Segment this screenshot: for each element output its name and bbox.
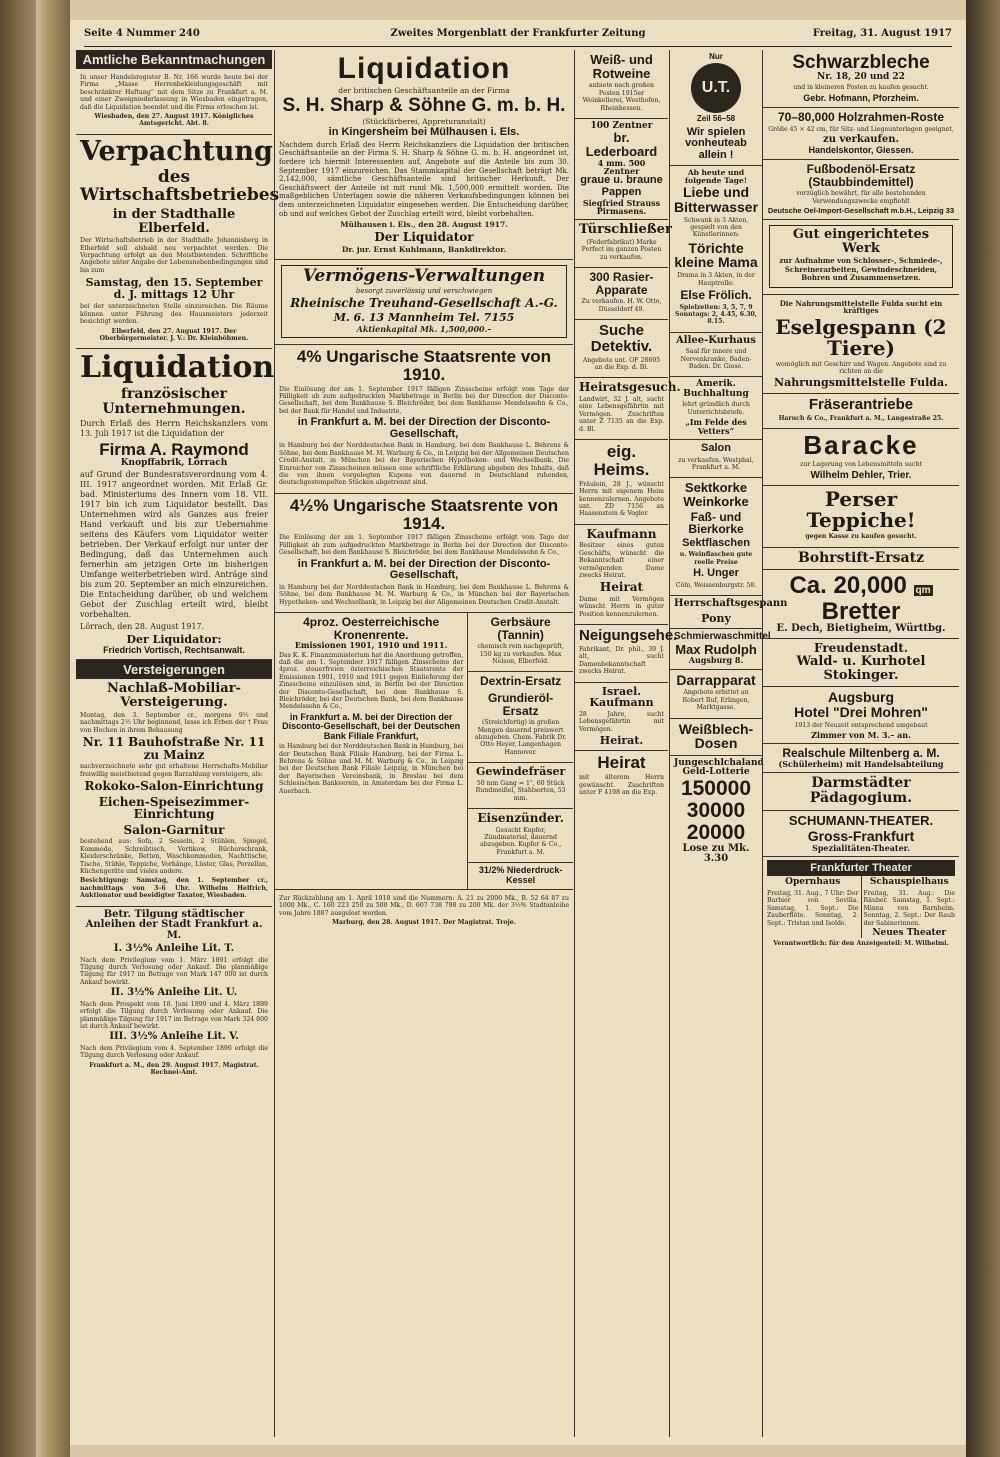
notice-title: Betr. Tilgung städtischer Anleihen der Stadt Frankfurt a. M. [85, 908, 263, 941]
ad-herrschaftsgespann [670, 596, 788, 629]
ad-liquidation-sharp [275, 50, 573, 260]
ad-signature-name: Friedrich Vortisch, Rechtsanwalt. [103, 645, 245, 656]
ad-nur: Nur [709, 52, 723, 61]
ad-title: Weiß- und Rotweine [590, 52, 653, 81]
ad-title: Eisenzünder. [477, 810, 564, 825]
ad-heirat [575, 751, 668, 802]
ad-lotterie [670, 756, 762, 869]
ad-firm: H. Unger [693, 567, 739, 580]
ad-firm: Haruch & Co., Frankfurt a. M., Langestraße 25. [778, 414, 944, 422]
ad-title-2: graue u. braune Pappen [580, 174, 663, 198]
ad-title: Eselgespann (2 Tiere) [775, 314, 947, 360]
ad-baracke [763, 429, 959, 486]
ad-title: SCHUMANN-THEATER. [788, 812, 934, 828]
ad-intro: Ab heute und folgende Tage! [684, 168, 748, 186]
page-date: Freitag, 31. August 1917 [812, 28, 952, 39]
notice-signature: Wiesbaden, den 27. August 1917. Königliches Amtsgericht. Abt. 8. [94, 113, 254, 128]
newspaper-title: Zweites Morgenblatt der Frankfurter Zeitung [390, 28, 646, 39]
ad-sub: Nr. 18, 20 und 22 [817, 71, 905, 82]
ad-title: Weißblech-Dosen [678, 720, 754, 752]
ad-title: Türschließer [579, 222, 672, 238]
notice-text-2: in Hamburg bei der Norddeutschen Bank in Hamburg, bei der Deutschen Bank Filiale Hamburg, bei der Firma L. Behrens & Söhne und M. M. Warburg & Co., in Leipzig bei der Deutschen Bank Filiale Leipzig, in München bei der Bayerischen Vereinsbank, in Breslau bei dem Schlesischen Bankverein, in Amsterdam bei der Firma L. Auerbach. [279, 743, 464, 795]
ad-intro: der britischen Geschäftsanteile an der Firma [338, 85, 510, 95]
ad-title [767, 573, 955, 623]
ad-neigungsehe [575, 625, 678, 682]
ad-date: Mülhausen i. Els., den 28. August 1917. [340, 220, 508, 230]
program-schauspielhaus-text: Freitag, 31. Aug.: Die Räuber. Samstag, 1. Sept.: Minna von Barnhelm. Sonntag, 2. Sept.: Der Raub der Sabinerinnen. [863, 889, 955, 927]
ad-text: Angebote erbittet an Robert Ruf, Erlingen, Marktgasse. [682, 689, 750, 712]
ad-subtitle: des Wirtschaftsbetriebes [80, 167, 280, 206]
ad-sub: (Schülerheim) mit Handelsabteilung [778, 758, 944, 769]
ad-sub: 4 mm. 500 Zentner [597, 157, 646, 177]
ad-text: Nachdem durch Erlaß des Herrn Reichskanzlers die Liquidation der britischen Geschäftsanteile an der Firma S. H. Sharp & Söhne G. m. b. H. angeordnet ist, fordere ich hiermit Interessenten auf, Angebote auf die Anteile bis zum 30. September 1917 einzureichen. Das Stammkapital der Gesellschaft beträgt Mk. 2,142,000, sämtliche Geschäftsanteile sind britischer Herkunft. Der Geschäftswert der Anteile ist mit rund Mk. 1,500,000 ermittelt worden. Die maßgeblichen Unterlagen sowie die näheren Verkaufsbedingungen können bei dem unterzeichneten Liquidator eingesehen werden. Die Entscheidung darüber, ob und auf welches Gebot der Zuschlag erteilt wird, bleibt vorbehalten. [279, 140, 569, 218]
ad-unit: qm [915, 585, 931, 597]
ad-nachlass [76, 679, 272, 906]
ad-firm: Firma A. Raymond [99, 440, 249, 460]
ad-title: Perser Teppiche! [806, 487, 916, 533]
ad-text: Landwirt, 32 J. alt, sucht eine Lebensgefährtin mit Vermögen. Zuschriften unter Z 7135 an die Exp. d. Bl. [579, 396, 664, 433]
ad-signature: Besichtigung: Samstag, den 1. September cr., nachmittags von 3–6 Uhr. Wilhelm Helfrich, Auktionator und beeidigter Taxator, Wiesbaden. [80, 877, 268, 900]
ad-title-2: Grundieröl-Ersatz [487, 691, 554, 718]
ad-title: Neigungsehe. [579, 627, 678, 645]
ad-holzrahmen [763, 108, 959, 160]
ad-place: in Kingersheim bei Mülhausen i. Els. [328, 126, 520, 139]
notice-frankfurt: in Frankfurt a. M. bei der Direction der Disconto-Gesellschaft, [297, 416, 551, 440]
prize-1: 150000 [680, 776, 752, 800]
ad-text-2: bei der unterzeichneten Stelle einzureichen. Die Räume können unter Führung des Hausmeisters jederzeit besichtigt werden. [80, 303, 268, 326]
ad-title-2: Faß- und Bierkorke [688, 509, 744, 537]
prize-3: 20000 [686, 820, 746, 844]
ad-rasier [575, 268, 668, 320]
notice-frankfurt: in Frankfurt a. M. bei der Direction der Disconto-Gesellschaft, [297, 557, 551, 582]
ad-text-2: nachverzeichnete sehr gut erhaltene Herrschafts-Mobiliar freiwillig meistbietend gegen Barzahlung versteigern, als: [80, 763, 268, 778]
ad-date: Samstag, den 15. September d. J. mittags 12 Uhr [85, 276, 263, 301]
ad-address: Cöln, Weissenburgstr. 58. [675, 581, 757, 589]
ad-heiratsgesuch [575, 378, 681, 440]
ad-text: vorzüglich bewährt, für alle bestehenden Verwendungszwecke empfiehlt [796, 190, 926, 205]
ad-item: Bretter [821, 597, 901, 625]
ad-firm: Wilhelm Dehler, Trier. [810, 469, 912, 481]
ad-title: Vermögens-Verwaltungen [302, 266, 546, 287]
notice-text-2: in Hamburg bei der Norddeutschen Bank in Hamburg, bei dem Bankhause L. Behrens & Söhne, bei dem Bankhause M. M. Warburg & Co., in München bei der Bayerischen Hypotheken- und Wechselbank, in Leipzig bei der Allgemeinen Deutschen Credit-Anstalt. [279, 583, 569, 606]
ad-schmier [670, 629, 771, 670]
column-1 [76, 50, 280, 1437]
ad-text: lehrt gründlich durch Unterrichtsbriefe. [682, 401, 750, 416]
ad-realschule [763, 744, 959, 773]
program-opernhaus [767, 876, 862, 938]
column-3a [575, 50, 681, 1437]
ad-detektiv [575, 320, 668, 378]
ad-hotel: Wald- u. Kurhotel Stokinger. [796, 653, 926, 683]
ad-firm-sub: (Stückfärberei, Appreturanstalt) [362, 116, 486, 126]
ad-title: Israel. Kaufmann [589, 684, 654, 710]
notice-item-3: III. 3½% Anleihe Lit. V. [109, 1031, 239, 1043]
ad-title: Heirat [597, 753, 646, 773]
program-schauspielhaus [862, 876, 956, 938]
ad-signature: Elberfeld, den 27. August 1917. Der Oberbürgermeister. J. V.: Dr. Kleinböhmen. [99, 327, 249, 342]
ad-subtitle-2: in der Stadthalle Elberfeld. [112, 206, 236, 236]
ad-film-1: Liebe und Bitterwasser [674, 184, 759, 215]
imprint: Verantwortlich: für den Anzeigenteil: M. Wilhelmi. [773, 940, 949, 948]
ad-firm: Deutsche Oel-Import-Gesellschaft m.b.H., Leipzig 33 [767, 206, 955, 216]
ad-text: Saal für innere und Nervenkranke, Baden-Baden. Dr. Giese. [680, 348, 752, 371]
ad-firm: Gebr. Hofmann, Pforzheim. [803, 92, 919, 103]
ad-hotel: Hotel "Drei Mohren" [794, 703, 928, 720]
ad-text: (Streichfertig) in großen Mengen dauernd preiswert abzugeben. Chem. Fabrik Dr. Otto Heyer, Langenhagen Hannover. [474, 719, 567, 756]
page-header [84, 24, 952, 47]
ad-title: Suche Detektiv. [590, 322, 653, 355]
ad-text: zu verkaufen. Westphal, Frankfurt a. M. [678, 456, 754, 471]
ad-title-2: Heirat [599, 580, 644, 595]
ad-text: 28 Jahre, sucht Lebensgefährtin mit Vermögen. [579, 710, 664, 733]
column-4 [762, 50, 959, 1437]
ad-title: Fußbodenöl-Ersatz (Staubbindemittel) [806, 162, 916, 189]
ad-title: Schwarzbleche [792, 52, 930, 73]
notice-title: 4proz. Oesterreichische Kronenrente. [303, 615, 440, 642]
ad-address: M. 6. 13 Mannheim Tel. 7155 [333, 310, 515, 324]
column-3b [669, 50, 788, 1437]
prize-2: 30000 [686, 798, 746, 822]
ad-title: Dextrin-Ersatz [479, 674, 562, 689]
ad-date: Lörrach, den 28. August 1917. [80, 622, 205, 632]
ad-text-2: auf Grund der Bundesratsverordnung vom 4. III. 1917 angeordnet worden. Mit Erlaß Gr. bad. Ministeriums des Innern vom 18. VII. 1917 bin ich zum Liquidator bestellt. Das Unternehmen wird als Ganzes aus freier Hand verkauft und bis zur Uebernahme seitens des Käufers vom Liquidator weiter betrieben. Der Verkauf erfolgt nur unter der Bedingung, daß das Unternehmen auch fernerhin am jetzigen Orte im bisherigen Umfange weiterbetrieben wird. Anträge sind bis zum 20. September an mich einzureichen. Die Entscheidung darüber, ob und welchem Gebot der Zuschlag erteilt wird, bleibt vorbehalten. [80, 470, 268, 620]
ad-item-salon: Salon-Garnitur [123, 822, 225, 837]
newspaper-page [70, 20, 966, 1445]
ad-text: und in kleineren Posten zu kaufen gesucht. [793, 84, 929, 92]
ad-title: Kaufmann [586, 526, 657, 541]
section-heading-versteigerungen: Versteigerungen [76, 660, 272, 679]
ad-star: Else Frölich. [680, 287, 752, 302]
ad-kessel [468, 863, 573, 889]
ad-title: Darmstädter Pädagogium. [809, 775, 913, 807]
notice-item-1-text: Nach dem Privilegium vom 1. März 1891 erfolgt die Tilgung durch Verlosung oder Ankauf. Die planmäßige Tilgung für 1917 im Betrage von Mark 147 000 ist durch Ankauf bewirkt. [80, 956, 268, 986]
ad-sell: zu verkaufen. [823, 134, 899, 146]
ad-ut-kino [670, 50, 762, 166]
ad-gerbsaeure [468, 613, 573, 672]
ad-title: Salon [701, 441, 731, 454]
ad-tuerschliesser [575, 220, 672, 268]
ad-title: Freudenstadt. [814, 641, 908, 656]
ad-text: womöglich mit Geschirr und Wagen. Angebote sind zu richten an die [775, 360, 947, 376]
ad-address: Nr. 11 Bauhofstraße Nr. 11 zu Mainz [82, 734, 266, 762]
notice-item-1: I. 3½% Anleihe Lit. T. [113, 943, 235, 955]
ad-lederboard [575, 119, 668, 220]
ad-firm-sub: Augsburg 8. [688, 655, 744, 666]
ad-intro: Die Nahrungsmittelstelle Fulda sucht ein kräftiges [779, 298, 943, 316]
ad-weine [575, 50, 668, 119]
notice-text: Die Einlösung der am 1. September 1917 fälligen Zinsscheine erfolgt vom Tage der Fälligkeit ab zum aufgedruckten Markbetrage in Berlin bei der Direction der Disconto-Gesellschaft, bei dem Bankhause S. Bleichröder, bei dem Bankhause Mendelssohn & Co., [279, 534, 569, 557]
ad-schwarzbleche [763, 50, 959, 108]
ad-signature: Der Liquidator [374, 230, 474, 245]
ad-gewinde [468, 763, 573, 809]
notice-text: Die Einlösung der am 1. September 1917 fälligen Zinsscheine erfolgt vom Tage der Fälligkeit ab zum aufgedruckten Markbetrage in Berlin bei der Direction der Disconto-Gesellschaft, bei dem Bankhause S. Bleichröder, bei dem Bankhause Mendelssohn & Co., bei der Bank für Handel und Industrie, [279, 385, 569, 415]
ad-item-eichen: Eichen-Speisezimmer-Einrichtung [98, 794, 250, 822]
ad-title: 300 Rasier-Apparate [589, 270, 654, 297]
ad-bretter [763, 570, 959, 639]
ad-quantity: Ca. 20,000 [789, 572, 907, 600]
ad-programm [670, 166, 762, 332]
ad-item-rokoko: Rokoko-Salon-Einrichtung [84, 778, 264, 793]
ad-title: Sektkorke Weinkorke [683, 480, 749, 509]
ad-firm: Rheinische Treuhand-Gesellschaft A.-G. [290, 296, 558, 311]
ad-sub: Spezialitäten-Theater. [812, 843, 910, 854]
ad-title: 70–80,000 Holzrahmen-Roste [777, 110, 945, 125]
theater-program [767, 876, 955, 938]
ad-bohrstift [763, 548, 959, 571]
ad-firm: Siegfried Strauss Pirmasens. [582, 197, 661, 216]
ad-fussbodenoel [763, 160, 959, 220]
ad-kaufmann [575, 525, 668, 625]
ad-vermoegen [275, 260, 573, 345]
notice-subtitle: Emissionen 1901, 1910 und 1911. [294, 640, 448, 651]
notice-frankfurt: in Frankfurt a. M. bei der Direction der Disconto-Gesellschaft, bei der Deutschen Bank Filiale Frankfurt, [282, 711, 461, 741]
notice-text: Das K. K. Finanzministerium hat die Anordnung getroffen, daß die am 1. September 1917 fälligen Zinsscheine der 4proz. steuerfreien österreichischen Staatsrente der Emissionen 1901, 1910 und 1911 gegen Einlieferung der Zinsscheine einzulösen sind, in Berlin bei der Direction der Disconto-Gesellschaft, bei dem Bankhause S. Bleichröder, bei der Deutschen Bank, bei dem Bankhause Mendelssohn & Co., [279, 651, 464, 711]
ad-paedagogium [763, 773, 959, 810]
ad-text: mit älterem Herrn gewünscht. Zuschriften unter F 4198 an die Exp. [579, 774, 664, 797]
ad-werk [763, 220, 959, 295]
ad-text: Durch Erlaß des Herrn Reichskanzlers vom 13. Juli 1917 ist die Liquidation der [80, 419, 268, 439]
ad-text: Zu verkaufen. H. W. Otto, Düsseldorf 49. [581, 298, 662, 313]
ad-title: Gut eingerichtetes Werk [792, 227, 930, 256]
ad-title-2: Gross-Frankfurt [807, 828, 915, 845]
ad-verpachtung [76, 135, 280, 349]
ad-title: Verpachtung [80, 135, 273, 167]
page-edge [36, 0, 70, 1457]
ad-text: chemisch rein nachgeprüft, 150 kg zu verkaufen. Max Nelson, Elberfeld. [477, 643, 564, 665]
ad-title: Wir spielen vonheuteab allein ! [685, 125, 747, 161]
ad-title: Liquidation [80, 350, 275, 386]
ad-title: Jungeschlchaland Geld-Lotterie [674, 757, 764, 778]
ad-text-2: Dame mit Vermögen wünscht Herrn in guter Position kennenzulernen. [579, 596, 664, 618]
ad-title: eig. Heims. [593, 442, 650, 479]
ad-title: Nachlaß-Mobiliar-Versteigerung. [107, 681, 241, 711]
ad-liquidation-raymond [76, 349, 275, 660]
ad-text: 1913 der Neuzeit entsprechend umgebaut [794, 721, 928, 729]
ad-text: Fabrikant, Dr. phil., 39 J. alt, sucht Damenbekanntschaft zwecks Heirat. [579, 645, 664, 676]
column-2 [274, 50, 573, 1437]
notice-signature: Marburg, den 28. August 1917. Der Magistrat. Troje. [332, 919, 516, 927]
ad-text: Größe 45 × 42 cm, für Sitz- und Liegeunterlagen geeignet, [768, 125, 954, 133]
ad-firm: Nahrungsmittelstelle Fulda. [774, 376, 948, 390]
ad-subtitle: französischer Unternehmungen. [102, 385, 246, 417]
ad-title: Realschule Miltenberg a. M. [782, 746, 940, 761]
ad-title: Bohrstift-Ersatz [797, 549, 925, 566]
venue-schauspielhaus: Schauspielhaus [869, 877, 949, 888]
ad-firm: Handelskontor, Giessen. [808, 144, 914, 155]
ad-text: Angebote unt. OF 28695 an die Exp. d. Bl. [582, 356, 661, 372]
notice-item-2: II. 3½% Anleihe Lit. U. [110, 987, 238, 999]
ad-title-2: „Im Felde des Vetters“ [685, 417, 747, 436]
ad-israel [575, 683, 668, 752]
notice-oesterreich [275, 613, 468, 889]
ad-text-3: bestehend aus: Sofa, 2 Sesseln, 2 Stühlen, Spiegel, Kommode, Schreibtisch, Vertikow, Bücherschrank, Kleiderschränke, Betten, Waschkommoden, Nachttische, Tische, Stühle, Teppiche, Vorhänge, Lüster, Glas, Porzellan, Küchengeräte und vieles andere. [80, 838, 268, 875]
ad-title-2: Pony [701, 611, 731, 625]
ad-text: gegen Kasse zu kaufen gesucht. [805, 533, 917, 541]
section-heading-amtliche: Amtliche Bekanntmachungen [76, 50, 272, 69]
ad-text: anbiete nach großen Posten 1915er Weinkellerei, Westhofen, Rheinhessen. [582, 82, 661, 112]
ad-firm: S. H. Sharp & Söhne G. m. b. H. [282, 94, 566, 116]
notice-text-2: in Hamburg bei der Norddeutschen Bank in Hamburg, bei dem Bankhause L. Behrens & Söhne, bei dem Bankhause M. M. Warburg & Co., in Leipzig bei der Allgemeinen Deutschen Credit-Anstalt, in München bei der Bayerischen Hypotheken- und Wechselbank. Die Einreicher von Zinsscheinen müssen eine schriftliche Erklärung abgeben des Inhalts, daß die von ihnen vorgelegten Kupons von dauernd in Deutschland ruhenden, deutschgestempelten Stücken abgetrennt sind. [279, 442, 569, 487]
ad-text: zur Lagerung von Lebensmitteln sucht [800, 461, 922, 469]
small-ads [468, 613, 573, 889]
notice-ungarische-1914 [275, 494, 573, 613]
ad-title: Darrapparat [676, 671, 756, 688]
split-row [275, 613, 573, 890]
ad-buchhaltung [670, 377, 762, 439]
ad-text: zur Aufnahme von Schlosser-, Schmiede-, Schreinerarbeiten, Gewindeschneiden, Bohren und Zusammensetzen. [779, 256, 943, 283]
notice-handelsregister [76, 69, 272, 135]
ad-capital: Aktienkapital Mk. 1,500,000.– [356, 323, 492, 334]
ad-times: Spielzeiten: 3, 5, 7, 9 Sonntags: 2, 4.45, 6.30, 8.15. [675, 303, 757, 326]
notice-text: Zur Rückzahlung am 1. April 1918 sind die Nummern: A. 21 zu 2000 Mk., B. 52 64 87 zu 1000 Mk., C. 160 223 250 zu 500 Mk., D. 607 738 798 zu 200 Mk. der 3½% Stadtanleihe vom Jahre 1887 ausgelost worden. [279, 895, 569, 917]
ad-title-2: Heirat. [599, 733, 644, 747]
notice-item-2-text: Nach dem Prospekt vom 18. Juni 1899 und 4. März 1899 erfolgt die Tilgung durch Verlosung oder Ankauf. Die planmäßige Tilgung für 1917 im Betrage von Mark 324 800 ist durch Ankauf bewirkt. [80, 1000, 268, 1030]
ad-title: Schmierwaschmittel [674, 631, 771, 643]
venue-neues-theater: Neues Theater [872, 927, 947, 938]
notice-title: 4½% Ungarische Staatsrente von 1914. [289, 495, 559, 533]
ad-salon [670, 440, 762, 478]
theater-heading: Frankfurter Theater [767, 860, 955, 876]
ad-title: Liquidation [337, 52, 511, 85]
ut-emblem: U.T. [691, 63, 741, 113]
ad-allee-kurhaus [670, 333, 762, 378]
ad-price: Lose zu Mk. 3.30 [682, 842, 750, 865]
ad-title: Gerbsäure (Tannin) [490, 615, 551, 642]
ad-text: u. Weinflaschen gute reelle Preise [679, 551, 753, 566]
ad-text: Besitzer eines guten Geschäfts, wünscht die Bekanntschaft einer vermögenden Dame zwecks Heirat. [579, 542, 664, 580]
ad-firm: E. Dech, Bietigheim, Württbg. [776, 622, 946, 634]
ad-eisen [468, 809, 573, 863]
ad-title: Allee-Kurhaus [676, 334, 756, 346]
ad-text: (Federfabrikat) Marke Perfect im ganzen Posten zu verkaufen. [581, 238, 662, 261]
next-page-edge [966, 0, 1000, 1457]
ad-address: Zeil 56–58 [696, 114, 736, 124]
ad-title-3: Sektflaschen [682, 536, 750, 549]
page-number: Seite 4 Nummer 240 [84, 28, 200, 39]
ad-film-2-text: Drama in 3 Akten, in der Hauptrolle: [677, 272, 755, 287]
ad-frankfurter-theater [763, 857, 959, 953]
ad-dextrin [468, 672, 573, 763]
ad-text: Gesucht Kupfer, Zündmaterial, dauernd abzugeben. Kupfer & Co., Frankfurt a. M. [480, 826, 562, 856]
notice-title: 4% Ungarische Staatsrente von 1910. [296, 346, 552, 384]
notice-signature: Frankfurt a. M., den 29. August 1917. Magistrat. Rechnei-Amt. [89, 1061, 259, 1077]
ad-title: Augsburg [827, 689, 895, 706]
ad-title: Herrschaftsgespann [674, 598, 788, 610]
ad-text: Montag, den 3. September cr., morgens 9½ und nachmittags 2½ Uhr beginnend, lasse ich Erben der † Frau von Hochen in ihrem Behausung [80, 711, 268, 734]
program-opernhaus-text: Freitag, 31. Aug., 7 Uhr: Der Barbier von Sevilla. Samstag, 1. Sept.: Die Zauberflöte. Sonntag, 2. Sept.: Tristan und Isolde. [767, 889, 859, 927]
ad-title: Fräserantriebe [808, 395, 914, 413]
ad-title: 31/2% Niederdruck-Kessel [478, 865, 563, 885]
ad-heims [575, 440, 668, 525]
notice-tilgung [76, 907, 272, 1083]
book-spine [0, 0, 70, 1457]
ad-text: 50 mm Gang = 1", 60 Stück Rundmeißel, Stahlsorten, 53 mm. [475, 779, 566, 802]
ad-title: br. Lederboard [585, 130, 658, 159]
ad-quantity: 100 Zentner [590, 120, 653, 131]
ad-title: Amerik. Buchhaltung [683, 379, 749, 399]
ad-title: Gewindefräser [475, 765, 566, 779]
ad-signature-name: Dr. jur. Ernst Kuhlmann, Bankdirektor. [341, 244, 507, 254]
ad-firm-sub: Knopffabrik, Lörrach [120, 458, 228, 469]
ad-firm: Max Rudolph [675, 641, 757, 657]
ad-film-1-text: Schwank in 3 Akten, gespielt von den Künstlerinnen: [683, 216, 749, 239]
ad-korke [670, 478, 762, 596]
ad-freudenstadt [763, 639, 959, 687]
notice-ungarische-1910 [275, 345, 573, 494]
ad-text: Der Wirtschaftsbetrieb in der Stadthalle Johannisberg in Elberfeld soll alsbald neu verpachtet werden. Die Verpachtung erfolgt an den Meistbietenden. Schriftliche Angebote unter Angabe der Lebensnebenbedingungen sind bis zum [80, 237, 268, 274]
ad-film-2: Törichte kleine Mama [674, 239, 758, 271]
notice-text: In unser Handelsregister B. Nr. 166 wurde heute bei der Firma „Masse Herrenbekleidungsgeschäft mit beschränkter Haftung“ mit dem Sitze zu Frankfurt a. M. und einer Zweigniederlassung in Wiesbaden eingetragen, daß die Liquidation beendet und die Firma erloschen ist. [80, 74, 268, 111]
ad-price: Zimmer von M. 3.– an. [811, 729, 911, 740]
ad-title: Heiratsgesuch. [579, 380, 681, 395]
ad-schumann [763, 811, 959, 858]
ad-weissblech [670, 719, 762, 756]
ad-eselgespann [763, 295, 959, 394]
ad-text: Fräulein, 28 J., wünscht Herrn mit eigenem Heim kennenzulernen. Angebote unt. ZD 7156 an Haasenstein & Vogler. [579, 480, 664, 518]
venue-opernhaus: Opernhaus [785, 877, 841, 888]
ad-title: Baracke [803, 430, 919, 461]
ad-augsburg [763, 687, 959, 744]
ad-perser [763, 486, 959, 547]
ad-signature: Der Liquidator: [126, 633, 222, 647]
notice-rueckzahlung [275, 890, 573, 933]
notice-item-3-text: Nach dem Privilegium vom 4. September 1896 erfolgt die Tilgung durch Verlosung oder Ankauf. [80, 1044, 268, 1060]
ad-fraeser [763, 394, 959, 429]
ad-darrapparat [670, 670, 762, 719]
ad-subtitle: besorgt zuverlässig und verschwiegen [355, 286, 493, 295]
column-3 [574, 50, 788, 1437]
